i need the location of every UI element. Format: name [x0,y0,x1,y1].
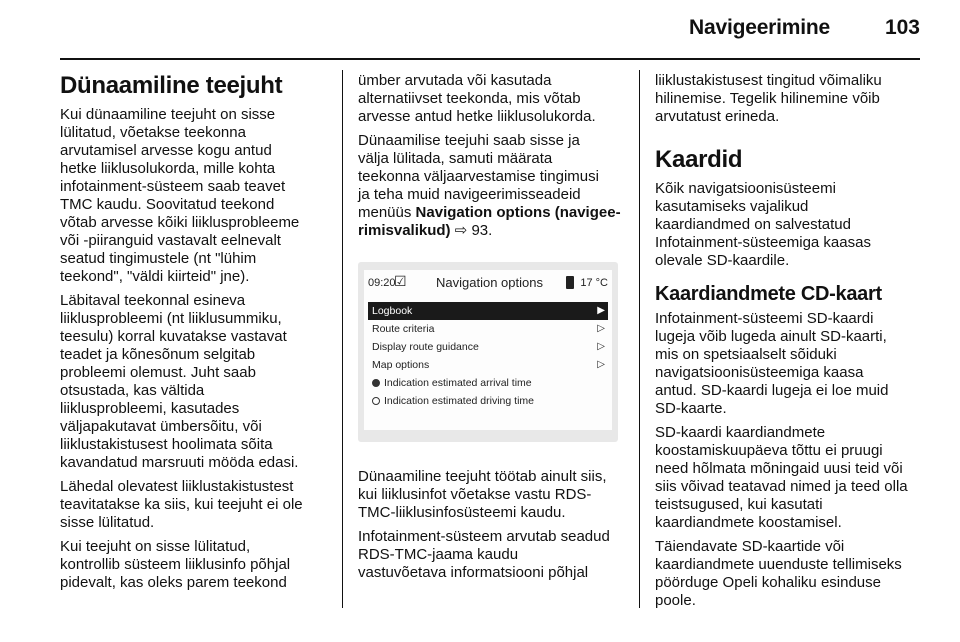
paragraph: Läbitaval teekonnal esineva liiklusprobleemi (nt liiklusummiku, teesulu) korral kuvatakse vastavat teadet ja kõnesõnum selgitab probleemi olemust. Juht saab otsustada, kas vältida liiklusprobleemi, kasutades väljapakutavat ümbersõitu, või liiklustakistusest hoolimata sõita kavandatud marsruuti mööda edasi. [60,292,299,471]
paragraph-text: Dünaamilise teejuhi saab sisse ja välja lülitada, samuti määrata teekonna väljaarvestamise tingimusi ja teha muid navigeerimisseadeid menüüs [358,132,599,221]
page-number: 103 [884,16,920,39]
paragraph-with-menu-reference [358,132,626,240]
clock-time: 09:20 [368,277,396,289]
page-reference: 93. [467,222,493,239]
phone-icon [566,276,574,289]
chevron-right-icon: ▷ [597,359,605,370]
navigation-options-screenshot [358,262,618,442]
column-divider-2 [639,70,640,608]
screen-status-bar [364,270,612,294]
paragraph: Dünaamiline teejuht töötab ainult siis, kui liiklusinfot võetakse vastu RDS- TMC-liiklusinfosüsteemi kaudu. [358,468,607,521]
paragraph: Kui teejuht on sisse lülitatud, kontrollib süsteem liiklusinfo põhjal pidevalt, kas oleks parem teekond [60,538,291,591]
chevron-right-icon: ▶ [597,305,605,316]
paragraph: ümber arvutada või kasutada alternatiivset teekonda, mis võtab arvesse antud hetke liiklusolukorda. [358,72,596,125]
menu-item-route-criteria[interactable] [368,320,608,338]
menu-item-display-route-guidance[interactable] [368,338,608,356]
paragraph: Infotainment-süsteem arvutab seadud RDS-TMC-jaama kaudu vastuvõetava informatsiooni põhjal [358,528,610,581]
paragraph: Infotainment-süsteemi SD-kaardi lugeja võib lugeda ainult SD-kaarti, mis on spetsiaalselt sõiduki navigatsioonisüsteemiga kaasa antud. SD-kaardi lugeja ei loe muid SD-kaarte. [655,310,889,417]
screen-title: Navigation options [436,275,543,290]
menu-item-label: Map options [372,359,430,371]
menu-item-label: Route criteria [372,323,435,335]
chevron-right-icon: ▷ [597,341,605,352]
page-reference-icon: ⇨ [454,222,468,239]
radio-label: Indication estimated driving time [384,395,534,407]
radio-label: Indication estimated arrival time [384,377,532,389]
paragraph: Lähedal olevatest liiklustakistustest teavitatakse ka siis, kui teejuht ei ole sisse lülitatud. [60,478,303,531]
section-heading-maps: Kaardid [655,146,743,173]
paragraph: SD-kaardi kaardiandmete koostamiskuupäeva tõttu ei pruugi need hõlmata mõningaid uusi teid või siis võivad teatavad nimed ja teed olla teistsugused, kui kasutati kaardiandmete koostamisel. [655,424,908,531]
paragraph: Kui dünaamiline teejuht on sisse lülitatud, võetakse teekonna arvutamisel arvesse kogu antud hetke liiklusolukorda, mille kohta infotainment-süsteem saab teavet TMC kaudu. Soovitatud teekond võtab arvesse kõiki liiklusprobleeme või -piiranguid vastavalt eelnevalt seatud tingimustele (nt "lühim teekond", "väldi kiirteid" jne). [60,106,300,285]
radio-selected-icon [372,379,380,387]
menu-item-map-options[interactable] [368,356,608,374]
radio-unselected-icon [372,397,380,405]
check-icon: ☑ [394,273,407,289]
paragraph: liiklustakistusest tingitud võimaliku hilinemise. Tegelik hilinemine võib arvutatust erineda. [655,72,882,125]
column-divider-1 [342,70,343,608]
radio-driving-time[interactable] [368,392,608,410]
section-heading-dynamic-guidance: Dünaamiline teejuht [60,72,283,99]
menu-name-navigation-options: Navigation options (navigee- rimisvalikud) [358,204,621,239]
paragraph: Kõik navigatsioonisüsteemi kasutamiseks vajalikud kaardiandmed on salvestatud Infotainment-süsteemiga kaasas olevale SD-kaardile. [655,180,871,269]
page-header-title: Navigeerimine [689,16,830,39]
menu-list [368,302,608,410]
menu-item-label: Display route guidance [372,341,479,353]
header-divider [60,58,920,60]
column-3 [655,72,925,616]
menu-item-label: Logbook [372,305,413,317]
screen-display [364,270,612,430]
column-2 [358,72,626,588]
subsection-heading-map-card: Kaardiandmete CD-kaart [655,283,882,305]
paragraph: Täiendavate SD-kaartide või kaardiandmete uuenduste tellimiseks pöörduge Opeli kohaliku esinduse poole. [655,538,902,609]
menu-item-logbook[interactable] [368,302,608,320]
radio-arrival-time[interactable] [368,374,608,392]
chevron-right-icon: ▷ [597,323,605,334]
temperature: 17 °C [580,277,608,289]
column-1 [60,72,328,598]
